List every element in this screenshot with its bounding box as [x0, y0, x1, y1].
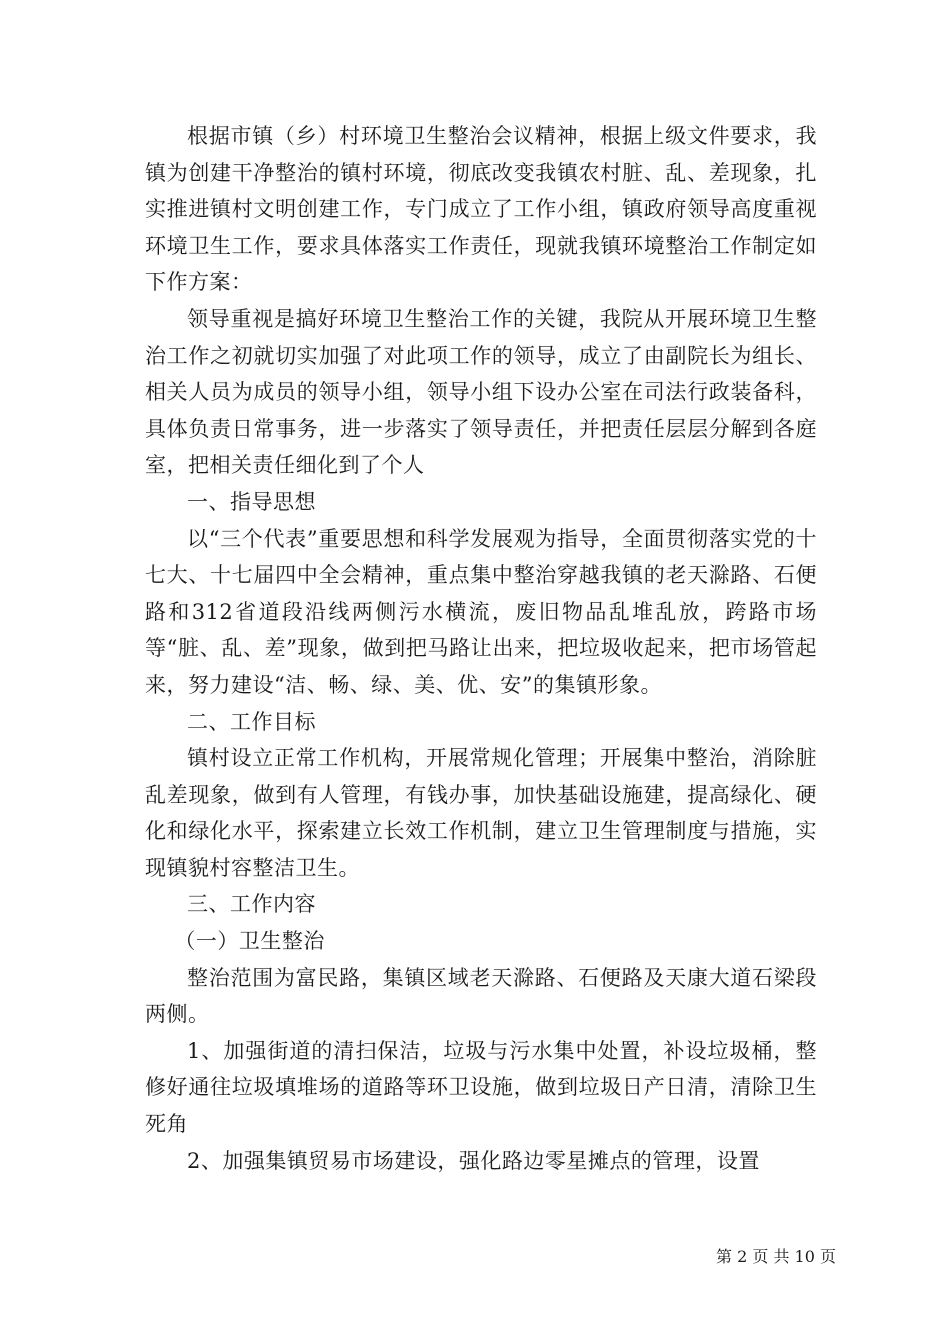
- section-heading-guiding-ideology: 一、指导思想: [187, 489, 316, 514]
- section-heading-work-content: 三、工作内容: [187, 892, 316, 917]
- item-1-paragraph: 1、加强街道的清扫保洁，垃圾与污水集中处置，补设垃圾桶，整修好通往垃圾填堆场的道路等环卫设施，做到垃圾日产日清，清除卫生死角: [145, 1038, 817, 1137]
- section-heading-work-goals: 二、工作目标: [187, 709, 316, 734]
- subsection-heading-sanitation: （一）卫生整治: [174, 929, 325, 954]
- page-number-footer: 第 2 页 共 10 页: [716, 1247, 836, 1266]
- document-body: [145, 118, 817, 1179]
- leadership-paragraph: 领导重视是搞好环境卫生整治工作的关键，我院从开展环境卫生整治工作之初就切实加强了对此项工作的领导，成立了由副院长为组长、相关人员为成员的领导小组，领导小组下设办公室在司法行政装备科，具体负责日常事务，进一步落实了领导责任，并把责任层层分解到各庭室，把相关责任细化到了个人: [145, 306, 817, 478]
- item-2-paragraph: 2、加强集镇贸易市场建设，强化路边零星摊点的管理，设置: [187, 1148, 760, 1173]
- work-goals-paragraph: 镇村设立正常工作机构，开展常规化管理；开展集中整治，消除脏乱差现象，做到有人管理，有钱办事，加快基础设施建，提高绿化、硬化和绿化水平，探索建立长效工作机制，建立卫生管理制度与措施，实现镇貌村容整洁卫生。: [145, 746, 817, 880]
- sanitation-scope-paragraph: 整治范围为富民路，集镇区域老天滁路、石便路及天康大道石梁段两侧。: [145, 965, 817, 1027]
- intro-paragraph: 根据市镇（乡）村环境卫生整治会议精神，根据上级文件要求，我镇为创建干净整治的镇村环境，彻底改变我镇农村脏、乱、差现象，扎实推进镇村文明创建工作，专门成立了工作小组，镇政府领导高度重视环境卫生工作，要求具体落实工作责任，现就我镇环境整治工作制定如下作方案：: [145, 124, 817, 295]
- guiding-ideology-paragraph: 以“三个代表”重要思想和科学发展观为指导，全面贯彻落实党的十七大、十七届四中全会精神，重点集中整治穿越我镇的老天滁路、石便路和312省道段沿线两侧污水横流，废旧物品乱堆乱放，跨路市场等“脏、乱、差”现象，做到把马路让出来，把垃圾收起来，把市场管起来，努力建设“洁、畅、绿、美、优、安”的集镇形象。: [145, 526, 817, 697]
